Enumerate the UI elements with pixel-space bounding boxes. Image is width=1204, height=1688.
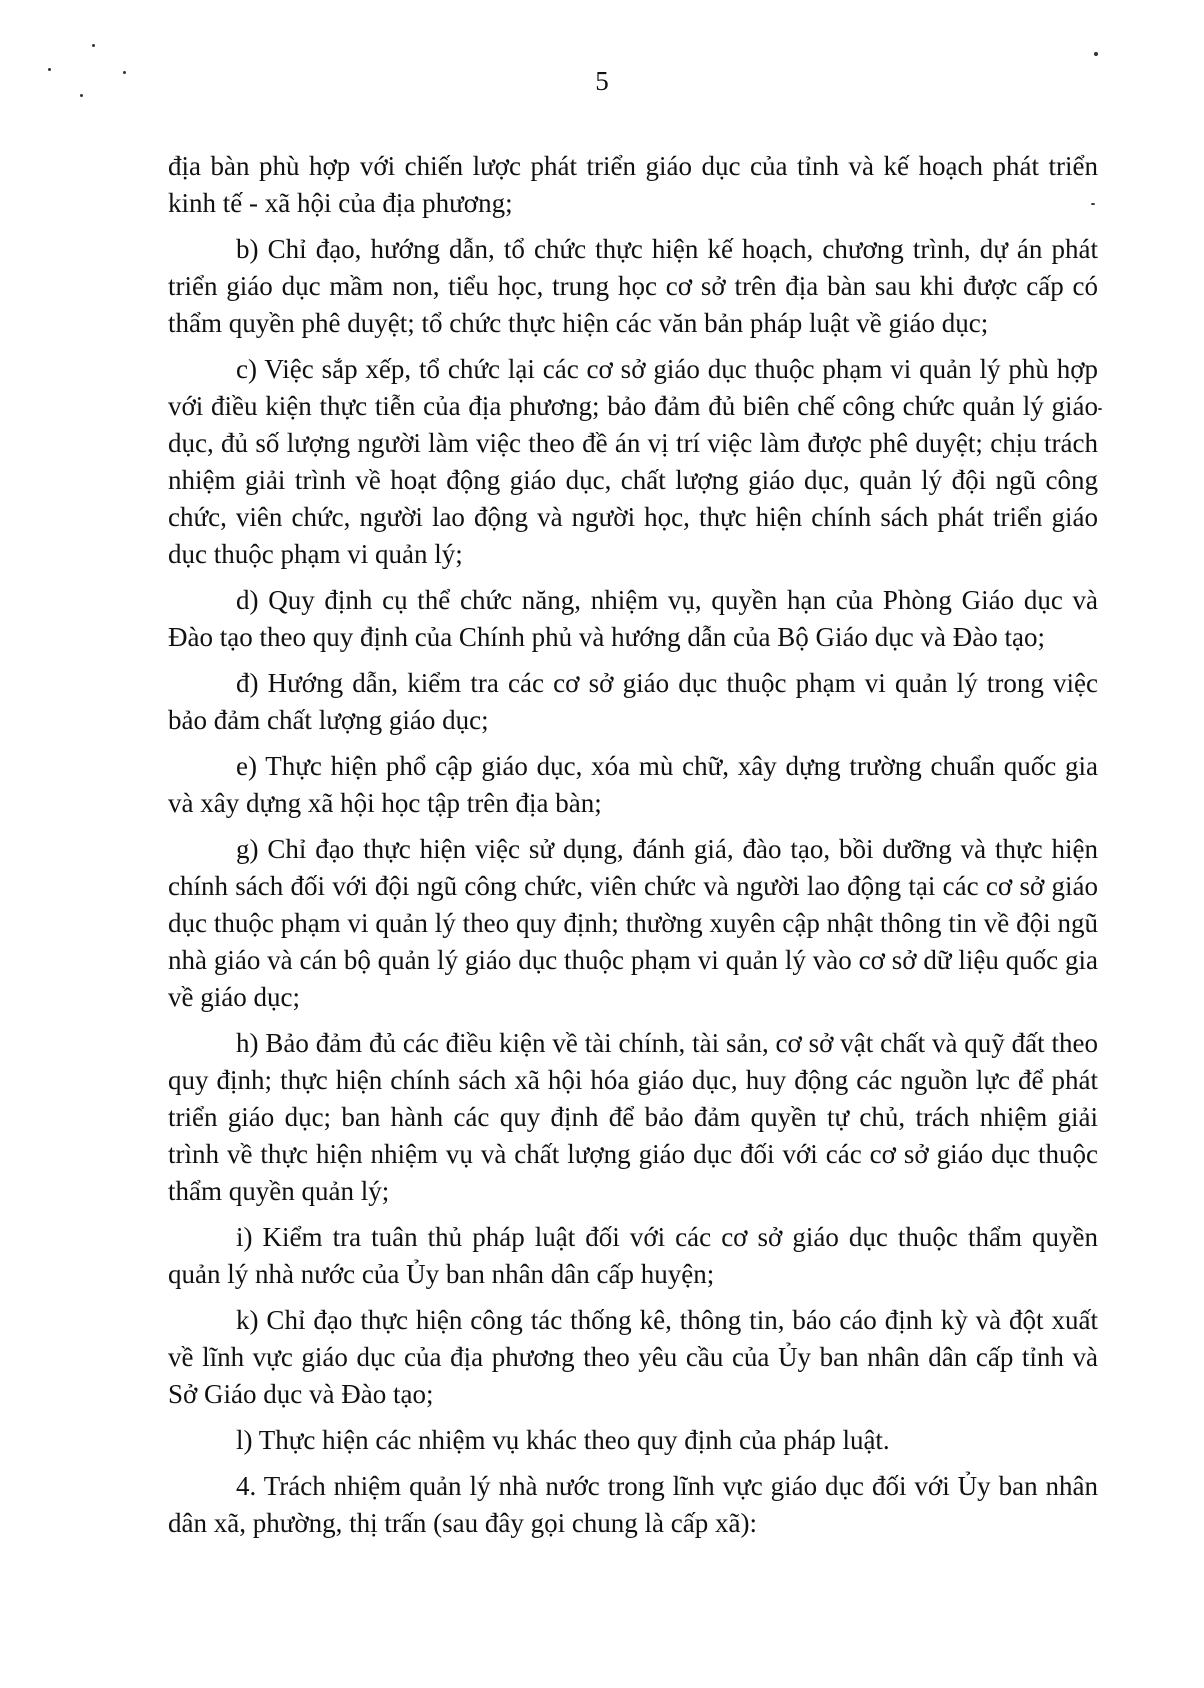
paragraph-c: c) Việc sắp xếp, tổ chức lại các cơ sở giáo dục thuộc phạm vi quản lý phù hợp với điều kiện thực tiễn của địa phương; bảo đảm đủ biên chế công chức quản lý giáo dục, đủ số lượng người làm việc theo đề án vị trí việc làm được phê duyệt; chịu trách nhiệm giải trình về hoạt động giáo dục, chất lượng giáo dục, quản lý đội ngũ công chức, viên chức, người lao động và người học, thực hiện chính sách phát triển giáo dục thuộc phạm vi quản lý; [168, 354, 1098, 569]
paragraph-h: h) Bảo đảm đủ các điều kiện về tài chính, tài sản, cơ sở vật chất và quỹ đất theo quy định; thực hiện chính sách xã hội hóa giáo dục, huy động các nguồn lực để phát triển giáo dục; ban hành các quy định để bảo đảm quyền tự chủ, trách nhiệm giải trình về thực hiện nhiệm vụ và chất lượng giáo dục đối với các cơ sở giáo dục thuộc thẩm quyền quản lý; [168, 1028, 1098, 1206]
page-number: 5 [595, 66, 609, 96]
paragraph-l: l) Thực hiện các nhiệm vụ khác theo quy định của pháp luật. [236, 1425, 890, 1455]
paragraph-g: g) Chỉ đạo thực hiện việc sử dụng, đánh giá, đào tạo, bồi dưỡng và thực hiện chính sách đối với đội ngũ công chức, viên chức và người lao động tại các cơ sở giáo dục thuộc phạm vi quản lý theo quy định; thường xuyên cập nhật thông tin về đội ngũ nhà giáo và cán bộ quản lý giáo dục thuộc phạm vi quản lý vào cơ sở dữ liệu quốc gia về giáo dục; [168, 834, 1098, 1012]
paragraph-d: d) Quy định cụ thể chức năng, nhiệm vụ, quyền hạn của Phòng Giáo dục và Đào tạo theo quy định của Chính phủ và hướng dẫn của Bộ Giáo dục và Đào tạo; [168, 585, 1098, 652]
paragraph-e: e) Thực hiện phổ cập giáo dục, xóa mù chữ, xây dựng trường chuẩn quốc gia và xây dựng xã hội học tập trên địa bàn; [168, 751, 1098, 818]
paragraph-i: i) Kiểm tra tuân thủ pháp luật đối với các cơ sở giáo dục thuộc thẩm quyền quản lý nhà nước của Ủy ban nhân dân cấp huyện; [168, 1222, 1098, 1289]
paragraph-4: 4. Trách nhiệm quản lý nhà nước trong lĩnh vực giáo dục đối với Ủy ban nhân dân xã, phường, thị trấn (sau đây gọi chung là cấp xã): [168, 1471, 1098, 1538]
paragraph-b: b) Chỉ đạo, hướng dẫn, tổ chức thực hiện kế hoạch, chương trình, dự án phát triển giáo dục mầm non, tiểu học, trung học cơ sở trên địa bàn sau khi được cấp có thẩm quyền phê duyệt; tổ chức thực hiện các văn bản pháp luật về giáo dục; [168, 234, 1098, 338]
document-body [168, 148, 1098, 1551]
paragraph-intro: địa bàn phù hợp với chiến lược phát triển giáo dục của tỉnh và kế hoạch phát triển kinh tế - xã hội của địa phương; [168, 151, 1098, 218]
paragraph-k: k) Chỉ đạo thực hiện công tác thống kê, thông tin, báo cáo định kỳ và đột xuất về lĩnh vực giáo dục của địa phương theo yêu cầu của Ủy ban nhân dân cấp tỉnh và Sở Giáo dục và Đào tạo; [168, 1305, 1098, 1409]
paragraph-dd: đ) Hướng dẫn, kiểm tra các cơ sở giáo dục thuộc phạm vi quản lý trong việc bảo đảm chất lượng giáo dục; [168, 668, 1098, 735]
